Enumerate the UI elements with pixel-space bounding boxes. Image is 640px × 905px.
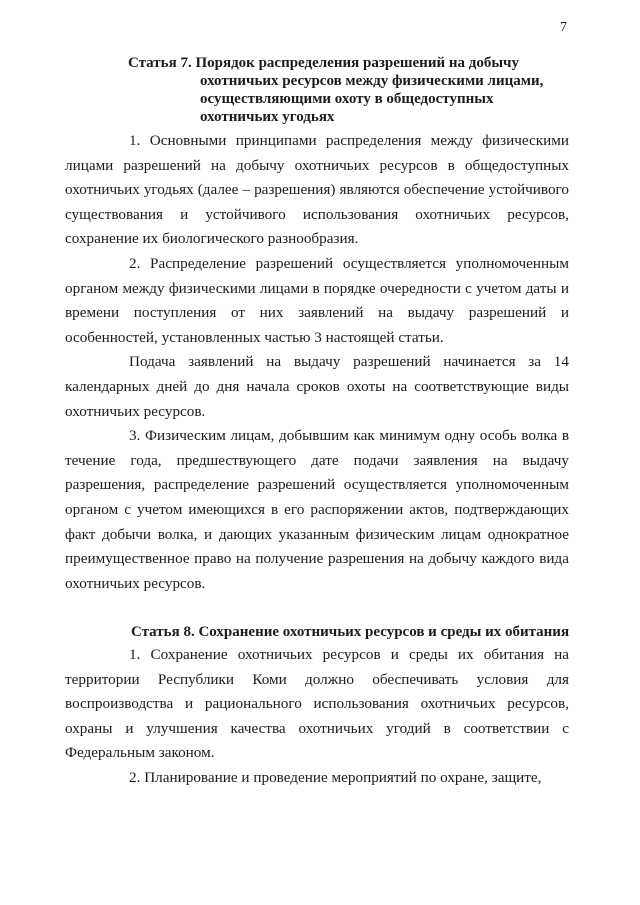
article-8-paragraph-2: 2. Планирование и проведение мероприятий по охране, защите, <box>129 768 542 786</box>
article-8-heading: Статья 8. Сохранение охотничьих ресурсов и среды их обитания <box>131 624 570 640</box>
article-7-paragraph-1: 1. Основными принципами распределения между физическими лицами разрешений на добычу охотничьих ресурсов в общедоступных охотничьих угодьях (далее – разрешения) являются обеспечение устойчивого существования и устойчивого использования охотничьих ресурсов, сохранение их биологического разнообразия. <box>65 132 569 248</box>
page-number: 7 <box>560 20 567 35</box>
article-7-body <box>65 129 569 596</box>
article-7-heading-line-4: охотничьих угодьях <box>200 109 335 125</box>
article-7-heading-line-2: охотничьих ресурсов между физическими лицами, <box>200 73 544 89</box>
article-8-paragraph-1: 1. Сохранение охотничьих ресурсов и среды их обитания на территории Республики Коми должно обеспечивать условия для воспроизводства и рационального использования охотничьих ресурсов, охраны и улучшения качества охотничьих угодий в соответствии с Федеральным законом. <box>65 646 569 762</box>
article-7-paragraph-2: 2. Распределение разрешений осуществляется уполномоченным органом между физическими лицами в порядке очередности с учетом даты и времени поступления от них заявлений на выдачу разрешений и особенностей, установленных частью 3 настоящей статьи. <box>65 254 569 346</box>
article-8-body <box>65 643 569 791</box>
article-7-heading-line-3: осуществляющими охоту в общедоступных <box>200 91 494 107</box>
article-7-paragraph-4: 3. Физическим лицам, добывшим как минимум одну особь волка в течение года, предшествующего дате подачи заявления на выдачу разрешения, распределение разрешений осуществляется уполномоченным органом с учетом имеющихся в его распоряжении актов, подтверждающих факт добычи волка, и дающих указанным физическим лицам однократное преимущественное право на получение разрешения на добычу каждого вида охотничьих ресурсов. <box>65 427 569 592</box>
article-7-paragraph-3: Подача заявлений на выдачу разрешений начинается за 14 календарных дней до дня начала сроков охоты на соответствующие виды охотничьих ресурсов. <box>65 353 569 420</box>
article-7-heading-line-1: Статья 7. Порядок распределения разрешений на добычу <box>128 55 520 71</box>
article-7-heading <box>128 54 543 126</box>
